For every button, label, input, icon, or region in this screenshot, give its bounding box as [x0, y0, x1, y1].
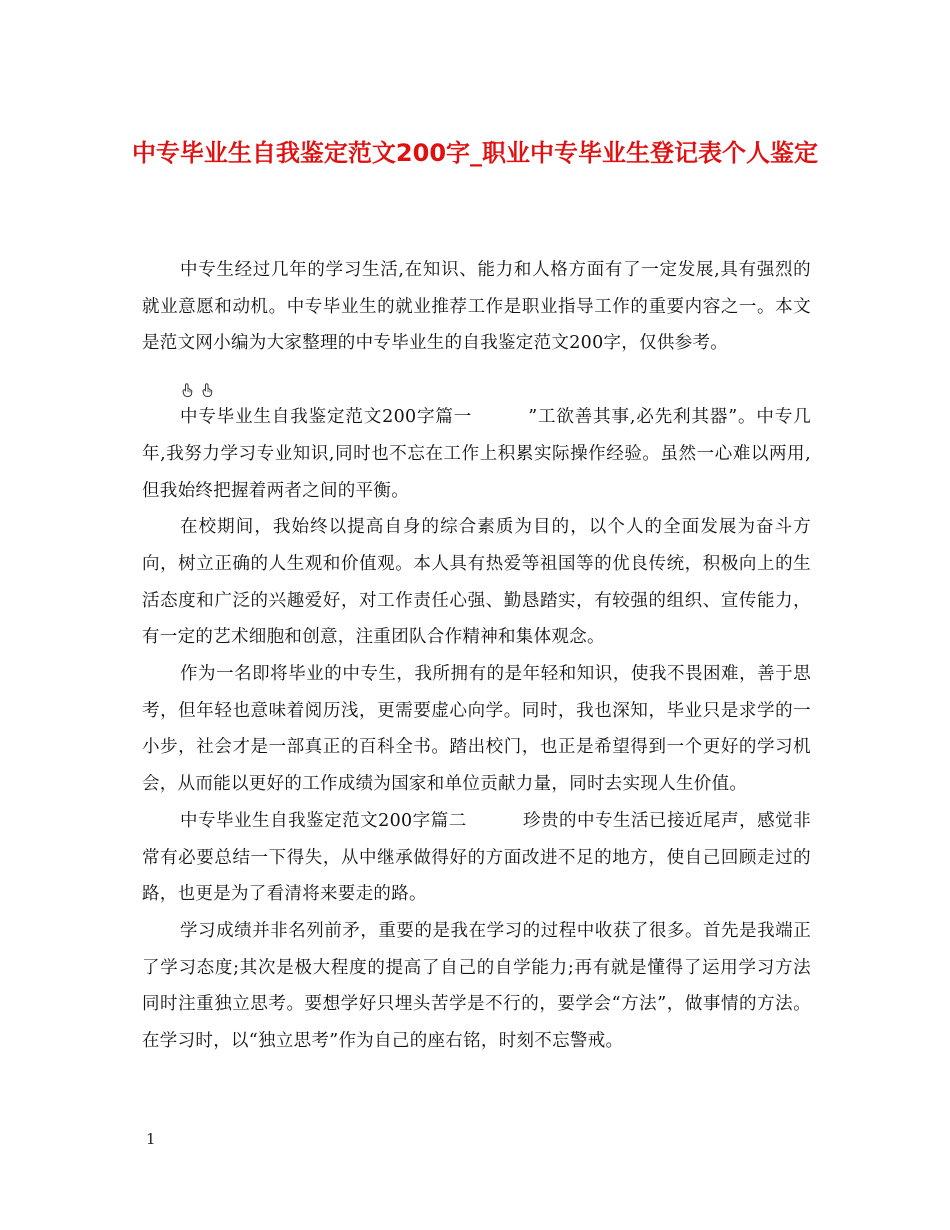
intro-paragraph: 中专生经过几年的学习生活,在知识、能力和人格方面有了一定发展,具有强烈的就业意愿和动机。中专毕业生的就业推荐工作是职业指导工作的重要内容之一。本文是范文网小编为大家整理的中专毕业生的自我鉴定范文200字，仅供参考。 [142, 260, 811, 354]
section-one-text: ”工欲善其事,必先利其器”。中专几年,我努力学习专业知识,同时也不忘在工作上积累实际操作经验。虽然一心难以两用,但我始终把握着两者之间的平衡。 [142, 407, 811, 501]
study-paragraph: 学习成绩并非名列前矛，重要的是我在学习的过程中收获了很多。首先是我端正了学习态度;其次是极大程度的提高了自己的自学能力;再有就是懂得了运用学习方法同时注重独立思考。要想学好只埋头苦学是不行的，要学会“方法”，做事情的方法。在学习时，以“独立思考”作为自己的座右铭，时刻不忘警戒。 [142, 920, 811, 1052]
section-one-paragraph [142, 399, 811, 509]
campus-paragraph: 在校期间，我始终以提高自身的综合素质为目的，以个人的全面发展为奋斗方向，树立正确的人生观和价值观。本人具有热爱等祖国等的优良传统，积极向上的生活态度和广泛的兴趣爱好，对工作责任心强、勤恳踏实，有较强的组织、宣传能力，有一定的艺术细胞和创意，注重团队合作精神和集体观念。 [142, 517, 811, 648]
graduate-paragraph: 作为一名即将毕业的中专生，我所拥有的是年轻和知识，使我不畏困难，善于思考，但年轻也意味着阅历浅，更需要虚心向学。同时，我也深知，毕业只是求学的一小步，社会才是一部真正的百科全书。踏出校门，也正是希望得到一个更好的学习机会，从而能以更好的工作成绩为国家和单位贡献力量，同时去实现人生价值。 [142, 664, 811, 795]
section-two-paragraph [142, 803, 811, 913]
section-one-heading: 中专毕业生自我鉴定范文200字篇一 [180, 407, 473, 428]
icon-row [142, 362, 811, 399]
section-two-text: 珍贵的中专生活已接近尾声，感觉非常有必要总结一下得失，从中继承做得好的方面改进不足的地方，使自己回顾走过的路，也更是为了看清将来要走的路。 [142, 810, 811, 905]
pointing-hand-icon [182, 374, 193, 388]
pointing-hand-icon [202, 374, 213, 388]
section-two-heading: 中专毕业生自我鉴定范文200字篇二 [180, 810, 467, 831]
page-number: 1 [146, 1130, 156, 1148]
document-body [142, 252, 811, 1060]
document-title: 中专毕业生自我鉴定范文200字_职业中专毕业生登记表个人鉴定 [131, 139, 819, 167]
